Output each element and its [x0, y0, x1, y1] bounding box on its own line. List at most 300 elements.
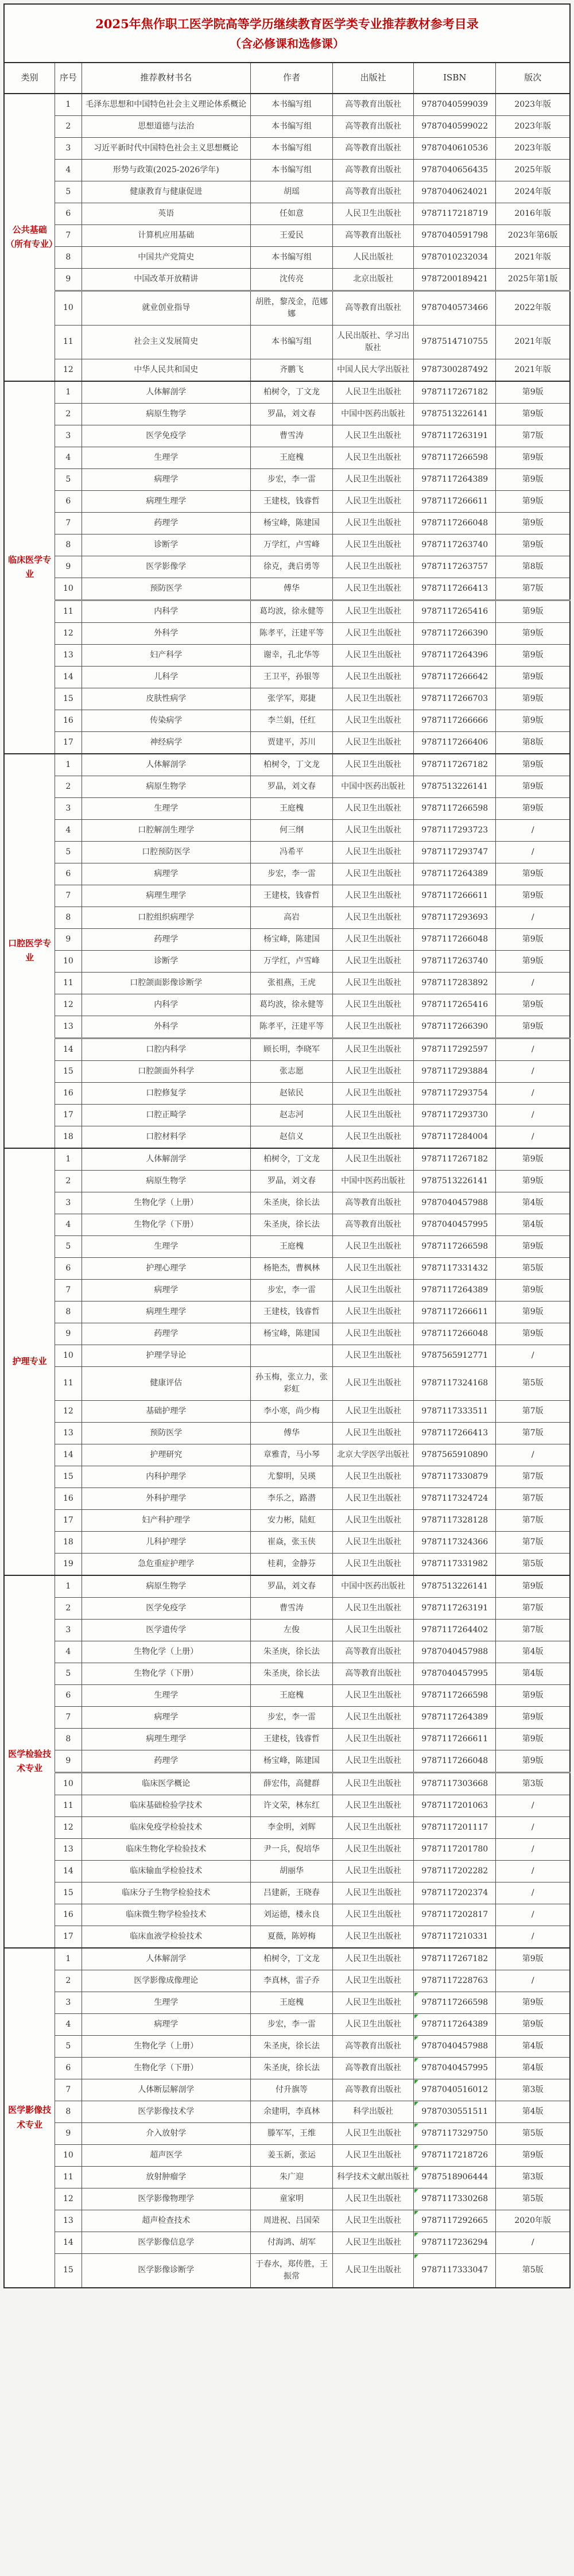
cell-no: 17 [55, 731, 82, 754]
cell-isbn: 9787513226141 [414, 403, 496, 425]
cell-author: 安力彬，陆虹 [250, 1509, 332, 1531]
cell-book-title: 临床生物化学检验技术 [82, 1838, 250, 1860]
table-row [4, 1904, 570, 1926]
cell-edition: 第9版 [496, 666, 570, 688]
cell-edition: / [496, 1345, 570, 1366]
table-row [4, 578, 570, 600]
cell-book-title: 口腔组织病理学 [82, 907, 250, 928]
cell-edition: 第9版 [496, 688, 570, 710]
cell-edition: 第7版 [496, 1509, 570, 1531]
table-row [4, 94, 570, 116]
cell-isbn: 9787117228763 [414, 1970, 496, 1992]
cell-isbn: 9787117293754 [414, 1082, 496, 1104]
cell-book-title: 口腔内科学 [82, 1038, 250, 1060]
cell-publisher: 人民卫生出版社 [333, 950, 414, 972]
cell-no: 2 [55, 1970, 82, 1992]
cell-publisher: 人民出版社、学习出版社 [333, 325, 414, 359]
cell-publisher: 人民卫生出版社 [333, 1488, 414, 1509]
cell-no: 3 [55, 137, 82, 159]
cell-author: 本书编写组 [250, 94, 332, 116]
cell-publisher: 人民卫生出版社 [333, 972, 414, 994]
cell-no: 1 [55, 1948, 82, 1970]
cell-isbn: 9787117331982 [414, 1553, 496, 1575]
table-row [4, 1684, 570, 1706]
cell-isbn: 9787117266666 [414, 710, 496, 731]
table-row [4, 290, 570, 325]
cell-edition: / [496, 1082, 570, 1104]
cell-book-title: 药理学 [82, 1750, 250, 1772]
cell-edition: 第9版 [496, 622, 570, 644]
cell-edition: 第9版 [496, 512, 570, 534]
table-row [4, 224, 570, 246]
cell-isbn: 9787117201117 [414, 1816, 496, 1838]
cell-book-title: 人体解剖学 [82, 1148, 250, 1171]
table-row [4, 203, 570, 224]
cell-publisher: 人民卫生出版社 [333, 841, 414, 863]
cell-no: 10 [55, 950, 82, 972]
cell-isbn: 9787117324724 [414, 1488, 496, 1509]
cell-book-title: 临床免疫学检验技术 [82, 1816, 250, 1838]
column-header-0: 类别 [4, 63, 55, 94]
cell-no: 9 [55, 2122, 82, 2144]
cell-isbn: 9787117201780 [414, 1838, 496, 1860]
cell-book-title: 外科护理学 [82, 1488, 250, 1509]
cell-book-title: 医学影像信息学 [82, 2232, 250, 2253]
table-row [4, 490, 570, 512]
cell-edition: 2021年版 [496, 246, 570, 268]
cell-author: 张祖燕，王虎 [250, 972, 332, 994]
cell-isbn: 9787117266406 [414, 731, 496, 754]
cell-edition: 第9版 [496, 1684, 570, 1706]
cell-author: 赵信义 [250, 1126, 332, 1148]
cell-author: 吕建新，王晓春 [250, 1882, 332, 1904]
cell-no: 8 [55, 1728, 82, 1750]
cell-book-title: 口腔正畸学 [82, 1104, 250, 1126]
table-row [4, 1706, 570, 1728]
table-row [4, 1509, 570, 1531]
cell-author: 王庭槐 [250, 797, 332, 819]
cell-edition: / [496, 1838, 570, 1860]
cell-author: 夏薇，陈婷梅 [250, 1926, 332, 1948]
cell-isbn: 9787117263757 [414, 556, 496, 578]
cell-no: 1 [55, 94, 82, 116]
cell-book-title: 外科学 [82, 622, 250, 644]
cell-publisher: 人民卫生出版社 [333, 885, 414, 907]
cell-no: 13 [55, 1838, 82, 1860]
cell-edition: 第9版 [496, 490, 570, 512]
cell-publisher: 人民卫生出版社 [333, 1366, 414, 1400]
cell-isbn: 9787117210331 [414, 1926, 496, 1948]
cell-edition: / [496, 972, 570, 994]
cell-no: 11 [55, 1366, 82, 1400]
table-row [4, 137, 570, 159]
cell-author: 万学红，卢雪峰 [250, 534, 332, 556]
cell-author: 赵铱民 [250, 1082, 332, 1104]
cell-no: 11 [55, 2166, 82, 2188]
cell-book-title: 内科学 [82, 600, 250, 622]
cell-author: 王建枝，钱睿哲 [250, 1301, 332, 1323]
cell-publisher: 人民卫生出版社 [333, 1257, 414, 1279]
cell-isbn: 9787518906444 [414, 2166, 496, 2188]
cell-book-title: 传染病学 [82, 710, 250, 731]
table-row [4, 1553, 570, 1575]
cell-publisher: 高等教育出版社 [333, 224, 414, 246]
table-row [4, 381, 570, 404]
category-cell: 公共基础（所有专业） [4, 94, 55, 381]
cell-no: 4 [55, 447, 82, 468]
column-header-5: ISBN [414, 63, 496, 94]
cell-book-title: 预防医学 [82, 578, 250, 600]
cell-author: 本书编写组 [250, 325, 332, 359]
cell-author: 孙玉梅，张立力，张彩虹 [250, 1366, 332, 1400]
cell-book-title: 药理学 [82, 512, 250, 534]
cell-book-title: 生物化学（上册） [82, 2035, 250, 2057]
document-page [3, 3, 571, 2288]
cell-author: 杨艳杰，曹枫林 [250, 1257, 332, 1279]
cell-book-title: 生理学 [82, 447, 250, 468]
cell-publisher: 北京出版社 [333, 268, 414, 290]
cell-no: 5 [55, 841, 82, 863]
cell-isbn: 9787117331432 [414, 1257, 496, 1279]
cell-isbn: 9787117264389 [414, 1706, 496, 1728]
cell-author: 王庭槐 [250, 447, 332, 468]
cell-isbn: 9787117218726 [414, 2144, 496, 2166]
header-row [4, 63, 570, 94]
table-row [4, 268, 570, 290]
cell-no: 5 [55, 2035, 82, 2057]
cell-author: 尹一兵，倪培华 [250, 1838, 332, 1860]
cell-author: 刘运德，楼永良 [250, 1904, 332, 1926]
table-row [4, 885, 570, 907]
cell-author: 柏树令，丁文龙 [250, 1948, 332, 1970]
cell-author: 齐鹏飞 [250, 359, 332, 381]
cell-isbn: 9787117267182 [414, 1948, 496, 1970]
cell-edition: 第9版 [496, 1016, 570, 1038]
cell-author: 任如意 [250, 203, 332, 224]
cell-isbn: 9787117263191 [414, 425, 496, 447]
cell-edition: 第7版 [496, 1488, 570, 1509]
cell-no: 12 [55, 1816, 82, 1838]
cell-publisher: 科学出版社 [333, 2101, 414, 2122]
cell-no: 2 [55, 115, 82, 137]
cell-book-title: 口腔颌面影像诊断学 [82, 972, 250, 994]
category-cell: 医学检验技术专业 [4, 1575, 55, 1948]
table-row [4, 666, 570, 688]
cell-edition: 2023年第6版 [496, 224, 570, 246]
cell-isbn: 9787565910890 [414, 1444, 496, 1466]
cell-no: 12 [55, 622, 82, 644]
cell-author: 朱圣庚，徐长法 [250, 1192, 332, 1214]
table-row [4, 2188, 570, 2210]
cell-no: 11 [55, 1795, 82, 1816]
table-row [4, 1597, 570, 1619]
cell-publisher: 人民卫生出版社 [333, 907, 414, 928]
cell-author: 胡瑶 [250, 181, 332, 203]
cell-edition: / [496, 1444, 570, 1466]
cell-no: 6 [55, 490, 82, 512]
table-row [4, 425, 570, 447]
cell-no: 11 [55, 972, 82, 994]
cell-book-title: 健康教育与健康促进 [82, 181, 250, 203]
cell-edition: 第4版 [496, 1663, 570, 1684]
cell-edition: / [496, 1816, 570, 1838]
cell-isbn: 9787117202374 [414, 1882, 496, 1904]
cell-isbn: 9787117264389 [414, 468, 496, 490]
cell-edition: 第9版 [496, 2013, 570, 2035]
cell-publisher: 人民卫生出版社 [333, 1619, 414, 1641]
cell-edition: 第8版 [496, 556, 570, 578]
table-row [4, 2232, 570, 2253]
cell-isbn: 9787117266611 [414, 1301, 496, 1323]
cell-edition: 第9版 [496, 1235, 570, 1257]
cell-no: 5 [55, 468, 82, 490]
cell-isbn: 9787117293730 [414, 1104, 496, 1126]
cell-book-title: 计算机应用基础 [82, 224, 250, 246]
cell-author: 胡胜，黎茂金，范娜娜 [250, 290, 332, 325]
cell-publisher: 人民卫生出版社 [333, 1082, 414, 1104]
cell-author: 王卫平，孙银等 [250, 666, 332, 688]
cell-publisher: 人民出版社 [333, 246, 414, 268]
table-row [4, 534, 570, 556]
cell-publisher: 人民卫生出版社 [333, 1148, 414, 1171]
cell-edition: 第9版 [496, 2144, 570, 2166]
cell-isbn: 9787117263191 [414, 1597, 496, 1619]
cell-author: 步宏，李一雷 [250, 2013, 332, 2035]
cell-edition: 第7版 [496, 578, 570, 600]
cell-publisher: 人民卫生出版社 [333, 819, 414, 841]
cell-no: 4 [55, 1641, 82, 1663]
cell-book-title: 外科学 [82, 1016, 250, 1038]
table-row [4, 2122, 570, 2144]
cell-publisher: 人民卫生出版社 [333, 512, 414, 534]
cell-isbn: 9787300287492 [414, 359, 496, 381]
cell-isbn: 9787117266598 [414, 797, 496, 819]
title-line-1: 2025年焦作职工医学院高等学历继续教育医学类专业推荐教材参考目录 [95, 17, 479, 31]
cell-isbn: 9787117324168 [414, 1366, 496, 1400]
category-cell: 护理专业 [4, 1148, 55, 1575]
cell-book-title: 生理学 [82, 1992, 250, 2013]
cell-isbn: 9787117264389 [414, 1279, 496, 1301]
cell-publisher: 人民卫生出版社 [333, 1992, 414, 2013]
cell-edition: 2022年版 [496, 290, 570, 325]
cell-no: 13 [55, 1016, 82, 1038]
cell-no: 10 [55, 578, 82, 600]
cell-edition: / [496, 1882, 570, 1904]
table-row [4, 928, 570, 950]
cell-author: 本书编写组 [250, 115, 332, 137]
table-row [4, 994, 570, 1016]
cell-edition: / [496, 1926, 570, 1948]
table-row [4, 1728, 570, 1750]
cell-publisher: 人民卫生出版社 [333, 468, 414, 490]
cell-book-title: 口腔解剖生理学 [82, 819, 250, 841]
table-row [4, 1170, 570, 1192]
cell-edition: 第9版 [496, 928, 570, 950]
table-row [4, 600, 570, 622]
cell-no: 4 [55, 2013, 82, 2035]
cell-no: 2 [55, 1170, 82, 1192]
cell-publisher: 人民卫生出版社 [333, 994, 414, 1016]
cell-edition: / [496, 1860, 570, 1882]
cell-publisher: 中国中医药出版社 [333, 776, 414, 797]
table-row [4, 2079, 570, 2101]
cell-author: 柏树令，丁文龙 [250, 1148, 332, 1171]
table-row [4, 1082, 570, 1104]
cell-no: 17 [55, 1509, 82, 1531]
cell-edition: 第9版 [496, 885, 570, 907]
cell-author: 桂莉，金静芬 [250, 1553, 332, 1575]
cell-no: 6 [55, 863, 82, 885]
cell-no: 15 [55, 1882, 82, 1904]
cell-edition: 第3版 [496, 2166, 570, 2188]
cell-book-title: 临床输血学检验技术 [82, 1860, 250, 1882]
cell-publisher: 高等教育出版社 [333, 137, 414, 159]
cell-book-title: 病理生理学 [82, 885, 250, 907]
cell-isbn: 9787117292665 [414, 2210, 496, 2232]
cell-author: 冯希平 [250, 841, 332, 863]
cell-book-title: 临床医学概论 [82, 1772, 250, 1795]
table-row [4, 644, 570, 666]
cell-edition: 第4版 [496, 1192, 570, 1214]
cell-author: 本书编写组 [250, 246, 332, 268]
cell-isbn: 9787117266413 [414, 578, 496, 600]
cell-publisher: 人民卫生出版社 [333, 600, 414, 622]
table-row [4, 359, 570, 381]
table-row [4, 1663, 570, 1684]
cell-edition: 2023年版 [496, 94, 570, 116]
cell-edition: 第5版 [496, 2253, 570, 2288]
table-row [4, 2253, 570, 2288]
cell-book-title: 病理生理学 [82, 1301, 250, 1323]
cell-isbn: 9787117266390 [414, 622, 496, 644]
cell-isbn: 9787513226141 [414, 776, 496, 797]
cell-isbn: 9787040624021 [414, 181, 496, 203]
cell-book-title: 超声检查技术 [82, 2210, 250, 2232]
cell-book-title: 口腔预防医学 [82, 841, 250, 863]
cell-publisher: 人民卫生出版社 [333, 1531, 414, 1553]
table-row [4, 403, 570, 425]
cell-book-title: 病原生物学 [82, 776, 250, 797]
cell-author: 杨宝峰，陈建国 [250, 928, 332, 950]
cell-publisher: 高等教育出版社 [333, 290, 414, 325]
cell-book-title: 诊断学 [82, 534, 250, 556]
cell-book-title: 预防医学 [82, 1422, 250, 1444]
cell-isbn: 9787117293723 [414, 819, 496, 841]
cell-edition: 2016年版 [496, 203, 570, 224]
cell-edition: 第9版 [496, 403, 570, 425]
cell-publisher: 人民卫生出版社 [333, 1838, 414, 1860]
cell-no: 18 [55, 1531, 82, 1553]
cell-book-title: 病理生理学 [82, 1728, 250, 1750]
cell-publisher: 人民卫生出版社 [333, 1038, 414, 1060]
cell-book-title: 生物化学（上册） [82, 1192, 250, 1214]
cell-no: 11 [55, 600, 82, 622]
cell-edition: 第7版 [496, 1422, 570, 1444]
cell-publisher: 人民卫生出版社 [333, 622, 414, 644]
cell-no: 16 [55, 710, 82, 731]
cell-author: 朱圣庚，徐长法 [250, 1663, 332, 1684]
cell-book-title: 内科护理学 [82, 1466, 250, 1488]
cell-edition: 第9版 [496, 863, 570, 885]
cell-publisher: 高等教育出版社 [333, 1641, 414, 1663]
cell-author: 王庭槐 [250, 1684, 332, 1706]
cell-author: 王爱民 [250, 224, 332, 246]
cell-no: 5 [55, 181, 82, 203]
title-row [4, 4, 570, 63]
cell-book-title: 生物化学（下册） [82, 1214, 250, 1235]
cell-no: 14 [55, 1860, 82, 1882]
cell-author: 何三纲 [250, 819, 332, 841]
cell-author: 曹雪涛 [250, 425, 332, 447]
cell-no: 2 [55, 1597, 82, 1619]
cell-edition: 第4版 [496, 1641, 570, 1663]
cell-isbn: 9787117236294 [414, 2232, 496, 2253]
cell-edition: / [496, 819, 570, 841]
cell-edition: 第9版 [496, 447, 570, 468]
cell-isbn: 9787117266703 [414, 688, 496, 710]
cell-publisher: 人民卫生出版社 [333, 1126, 414, 1148]
cell-edition: 第9版 [496, 1301, 570, 1323]
cell-edition: 第4版 [496, 2101, 570, 2122]
cell-author: 于春水，郑传胜，王振常 [250, 2253, 332, 2288]
cell-isbn: 9787117266598 [414, 447, 496, 468]
cell-edition: 第7版 [496, 1400, 570, 1422]
cell-isbn: 9787040516012 [414, 2079, 496, 2101]
cell-edition: 第9版 [496, 600, 570, 622]
cell-book-title: 急危重症护理学 [82, 1553, 250, 1575]
cell-edition: 2025年第1版 [496, 268, 570, 290]
cell-publisher: 人民卫生出版社 [333, 1772, 414, 1795]
cell-author: 朱圣庚，徐长法 [250, 2035, 332, 2057]
cell-publisher: 高等教育出版社 [333, 1192, 414, 1214]
cell-edition: 第9版 [496, 644, 570, 666]
cell-publisher: 高等教育出版社 [333, 1214, 414, 1235]
cell-author: 步宏，李一雷 [250, 863, 332, 885]
cell-edition: / [496, 1795, 570, 1816]
cell-no: 18 [55, 1126, 82, 1148]
cell-book-title: 医学免疫学 [82, 1597, 250, 1619]
cell-isbn: 9787117265416 [414, 994, 496, 1016]
cell-author: 高岩 [250, 907, 332, 928]
cell-edition: / [496, 841, 570, 863]
cell-isbn: 9787040599022 [414, 115, 496, 137]
cell-author [250, 1345, 332, 1366]
document-title [4, 4, 570, 63]
cell-isbn: 9787117266598 [414, 1684, 496, 1706]
cell-isbn: 9787117263740 [414, 534, 496, 556]
cell-book-title: 思想道德与法治 [82, 115, 250, 137]
cell-publisher: 高等教育出版社 [333, 94, 414, 116]
cell-author: 周进祝、吕国荣 [250, 2210, 332, 2232]
cell-author: 罗晶，刘文春 [250, 403, 332, 425]
cell-no: 8 [55, 246, 82, 268]
cell-author: 王庭槐 [250, 1992, 332, 2013]
cell-no: 19 [55, 1553, 82, 1575]
table-row [4, 1926, 570, 1948]
cell-edition: 2023年版 [496, 137, 570, 159]
cell-author: 步宏，李一雷 [250, 468, 332, 490]
table-row [4, 1619, 570, 1641]
cell-publisher: 人民卫生出版社 [333, 1553, 414, 1575]
cell-book-title: 生理学 [82, 1684, 250, 1706]
table-row [4, 1860, 570, 1882]
cell-publisher: 中国中医药出版社 [333, 403, 414, 425]
cell-book-title: 临床基础检验学技术 [82, 1795, 250, 1816]
cell-author: 杨宝峰，陈建国 [250, 512, 332, 534]
cell-publisher: 北京大学医学出版社 [333, 1444, 414, 1466]
cell-edition: 第9版 [496, 1706, 570, 1728]
table-row [4, 1641, 570, 1663]
